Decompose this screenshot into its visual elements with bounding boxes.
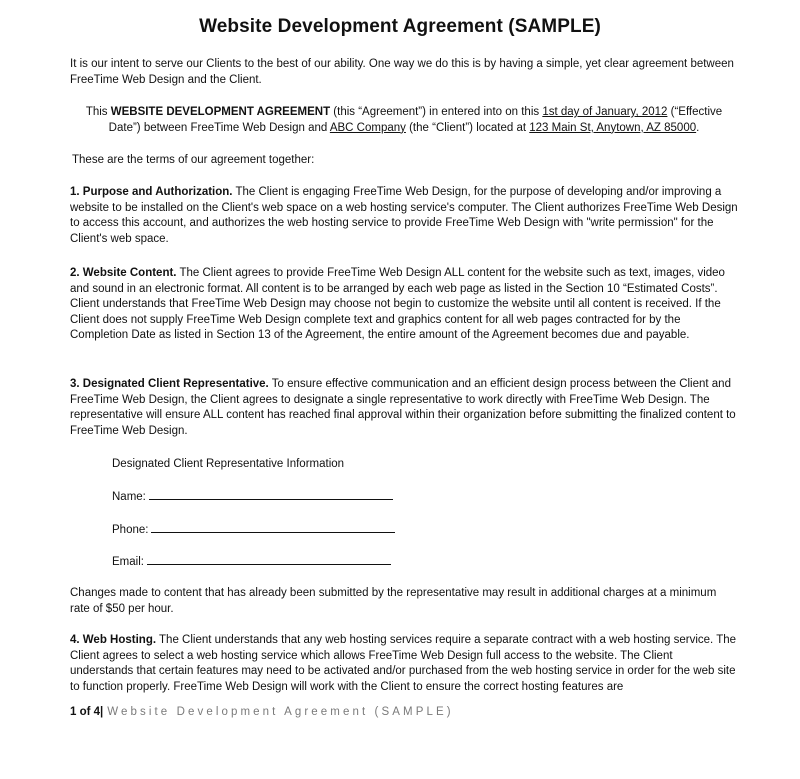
intro-paragraph: It is our intent to serve our Clients to the best of our ability. One way we do this is by having a simple, yet clear agreement between FreeTime Web Design and the Client. bbox=[70, 58, 734, 86]
section-body: The Client agrees to provide FreeTime Web Design ALL content for the website such as text, images, video and sound in an electronic format. All content is to be arranged by each web page as listed in the Section 10 “Estimated Costs”. Client understands that FreeTime Web Design may choose not begin to customize the website until all content is received. If the Client does not supply FreeTime Web Design complete text and graphics content for all web pages contracted for by the Completion Date as listed in Section 13 of the Agreement, the entire amount of the Agreement becomes due and payable. bbox=[70, 267, 725, 342]
section-heading: 1. Purpose and Authorization. bbox=[70, 186, 233, 198]
terms-intro: These are the terms of our agreement together: bbox=[72, 154, 315, 166]
section-body: The Client is engaging FreeTime Web Design, for the purpose of developing and/or improving a website to be installed on the Client's web space on a web hosting service's computer. The Client authorizes FreeTime Web Design to access this account, and authorizes the web hosting service to provide FreeTime Web Design with "write permission" for the Client's web space. bbox=[70, 186, 738, 245]
email-label: Email: bbox=[112, 556, 144, 568]
email-field bbox=[112, 553, 391, 571]
section-heading: 4. Web Hosting. bbox=[70, 634, 157, 646]
page-number: 1 of 4 bbox=[70, 706, 101, 718]
agreement-text: (this “Agreement”) in entered into on this bbox=[330, 106, 543, 118]
phone-field bbox=[112, 521, 395, 539]
agreement-text: . bbox=[696, 121, 700, 134]
footer-separator: | bbox=[100, 706, 104, 718]
page-footer bbox=[70, 705, 454, 720]
section-heading: 2. Website Content. bbox=[70, 267, 177, 279]
name-field bbox=[112, 488, 393, 506]
changes-note: Changes made to content that has already been submitted by the representative may result in additional charges at a minimum rate of $50 per hour. bbox=[70, 587, 717, 615]
section-body: To ensure effective communication and an efficient design process between the Client and FreeTime Web Design, the Client agrees to designate a single representative to work directly with FreeTime Web Design. The representative will ensure ALL content has reached final approval within their organization before submitting the finalized content to FreeTime Web Design. bbox=[70, 378, 736, 437]
email-blank-line bbox=[147, 553, 391, 565]
document-title: Website Development Agreement (SAMPLE) bbox=[199, 16, 601, 37]
footer-title: Website Development Agreement (SAMPLE) bbox=[107, 706, 454, 718]
section-web-hosting bbox=[70, 633, 738, 695]
agreement-parties-paragraph bbox=[80, 105, 728, 136]
phone-blank-line bbox=[151, 521, 395, 533]
section-body: The Client understands that any web hosting services require a separate contract with a web hosting service. The Client agrees to select a web hosting service which allows FreeTime Web Design full access to the website. The Client understands that certain features may need to be activated and/or purchased from the web hosting service in order for the web site to function properly. FreeTime Web Design will work with the Client to ensure the correct hosting features are bbox=[70, 634, 737, 693]
agreement-text: (“Effective Date”) between FreeTime Web Design and bbox=[108, 106, 723, 134]
rep-info-heading: Designated Client Representative Information bbox=[112, 458, 345, 470]
agreement-text: This bbox=[85, 106, 111, 118]
client-address: 123 Main St, Anytown, AZ 85000 bbox=[529, 121, 697, 134]
section-client-representative bbox=[70, 377, 738, 439]
section-heading: 3. Designated Client Representative. bbox=[70, 378, 269, 390]
effective-date: 1st day of January, 2012 bbox=[542, 106, 668, 118]
phone-label: Phone: bbox=[112, 524, 149, 536]
client-company: ABC Company bbox=[329, 121, 406, 134]
section-website-content bbox=[70, 266, 738, 344]
agreement-name: WEBSITE DEVELOPMENT AGREEMENT bbox=[110, 106, 331, 118]
section-purpose bbox=[70, 185, 738, 247]
agreement-text: (the “Client”) located at bbox=[405, 121, 530, 134]
name-label: Name: bbox=[112, 491, 146, 503]
name-blank-line bbox=[149, 488, 393, 500]
